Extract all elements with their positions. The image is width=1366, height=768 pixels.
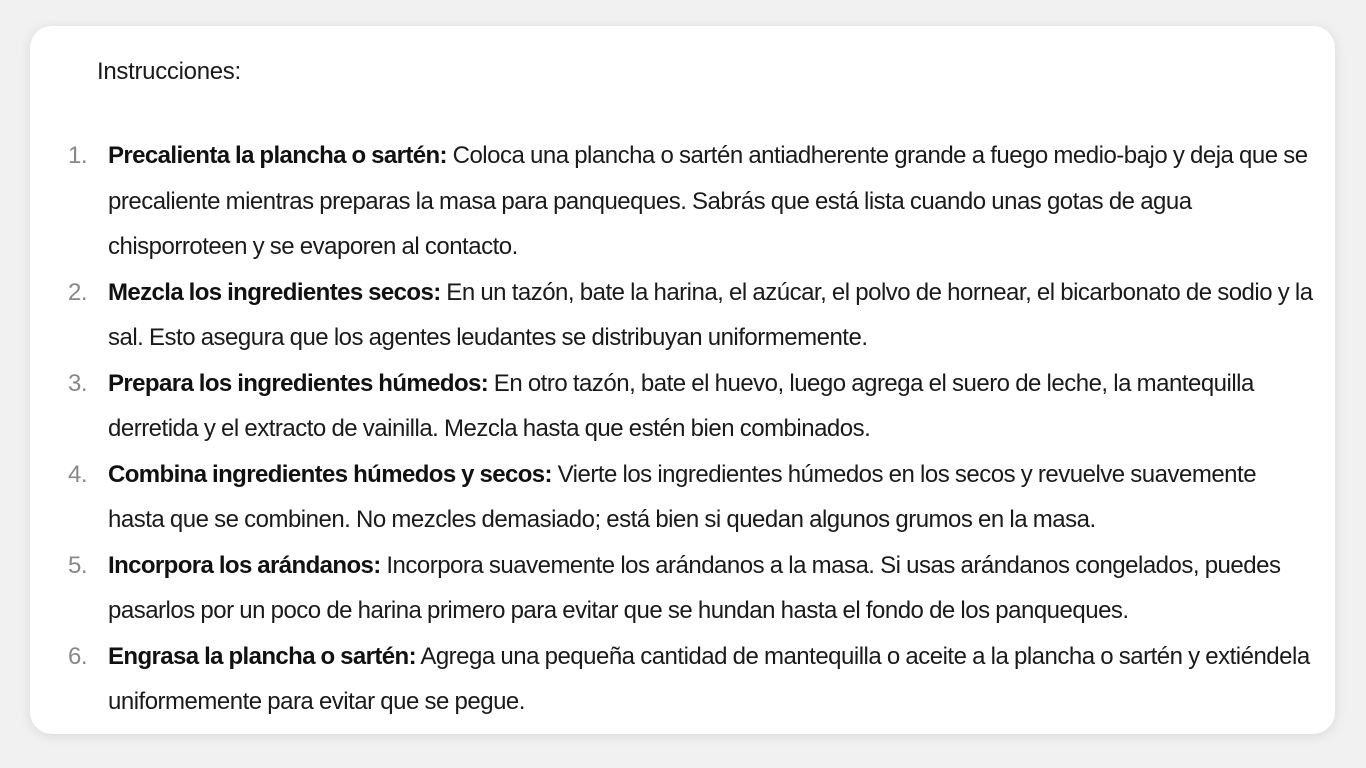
list-item-step-4 [30, 452, 1335, 543]
instructions-heading: Instrucciones: [97, 58, 241, 85]
step-title: Engrasa la plancha o sartén: [108, 642, 416, 670]
list-item-step-5 [30, 543, 1335, 634]
step-number: 5. [68, 551, 88, 579]
step-number: 3. [68, 369, 88, 397]
instructions-list [30, 133, 1335, 725]
step-number: 4. [68, 460, 88, 488]
step-text: Coloca una plancha o sartén antiadherente grande a fuego medio-bajo y deja que se precaliente mientras preparas la masa para panqueques. Sabrás que está lista cuando unas gotas de agua chisporroteen y se evaporen al contacto. [108, 142, 1308, 260]
list-item-step-2 [30, 270, 1335, 361]
step-text: En otro tazón, bate el huevo, luego agrega el suero de leche, la mantequilla derretida y el extracto de vainilla. Mezcla hasta que estén bien combinados. [108, 369, 1254, 442]
message-card [30, 26, 1335, 734]
step-title: Incorpora los arándanos: [108, 551, 381, 579]
step-title: Combina ingredientes húmedos y secos: [108, 460, 552, 488]
list-item-step-3 [30, 361, 1335, 452]
step-text: En un tazón, bate la harina, el azúcar, el polvo de hornear, el bicarbonato de sodio y la sal. Esto asegura que los agentes leudantes se distribuyan uniformemente. [108, 278, 1313, 351]
step-number: 2. [68, 278, 88, 306]
step-title: Precalienta la plancha o sartén: [108, 142, 447, 169]
step-text: Agrega una pequeña cantidad de mantequilla o aceite a la plancha o sartén y extiéndela uniformemente para evitar que se pegue. [108, 642, 1310, 715]
step-title: Prepara los ingredientes húmedos: [108, 369, 489, 397]
list-item-step-6 [30, 634, 1335, 725]
step-text: Vierte los ingredientes húmedos en los secos y revuelve suavemente hasta que se combinen. No mezcles demasiado; está bien si quedan algunos grumos en la masa. [108, 460, 1257, 533]
step-number: 1. [68, 142, 88, 169]
list-item-step-1 [30, 133, 1335, 270]
step-title: Mezcla los ingredientes secos: [108, 278, 441, 306]
step-number: 6. [68, 642, 88, 670]
step-text: Incorpora suavemente los arándanos a la masa. Si usas arándanos congelados, puedes pasarlos por un poco de harina primero para evitar que se hundan hasta el fondo de los panqueques. [108, 551, 1281, 624]
